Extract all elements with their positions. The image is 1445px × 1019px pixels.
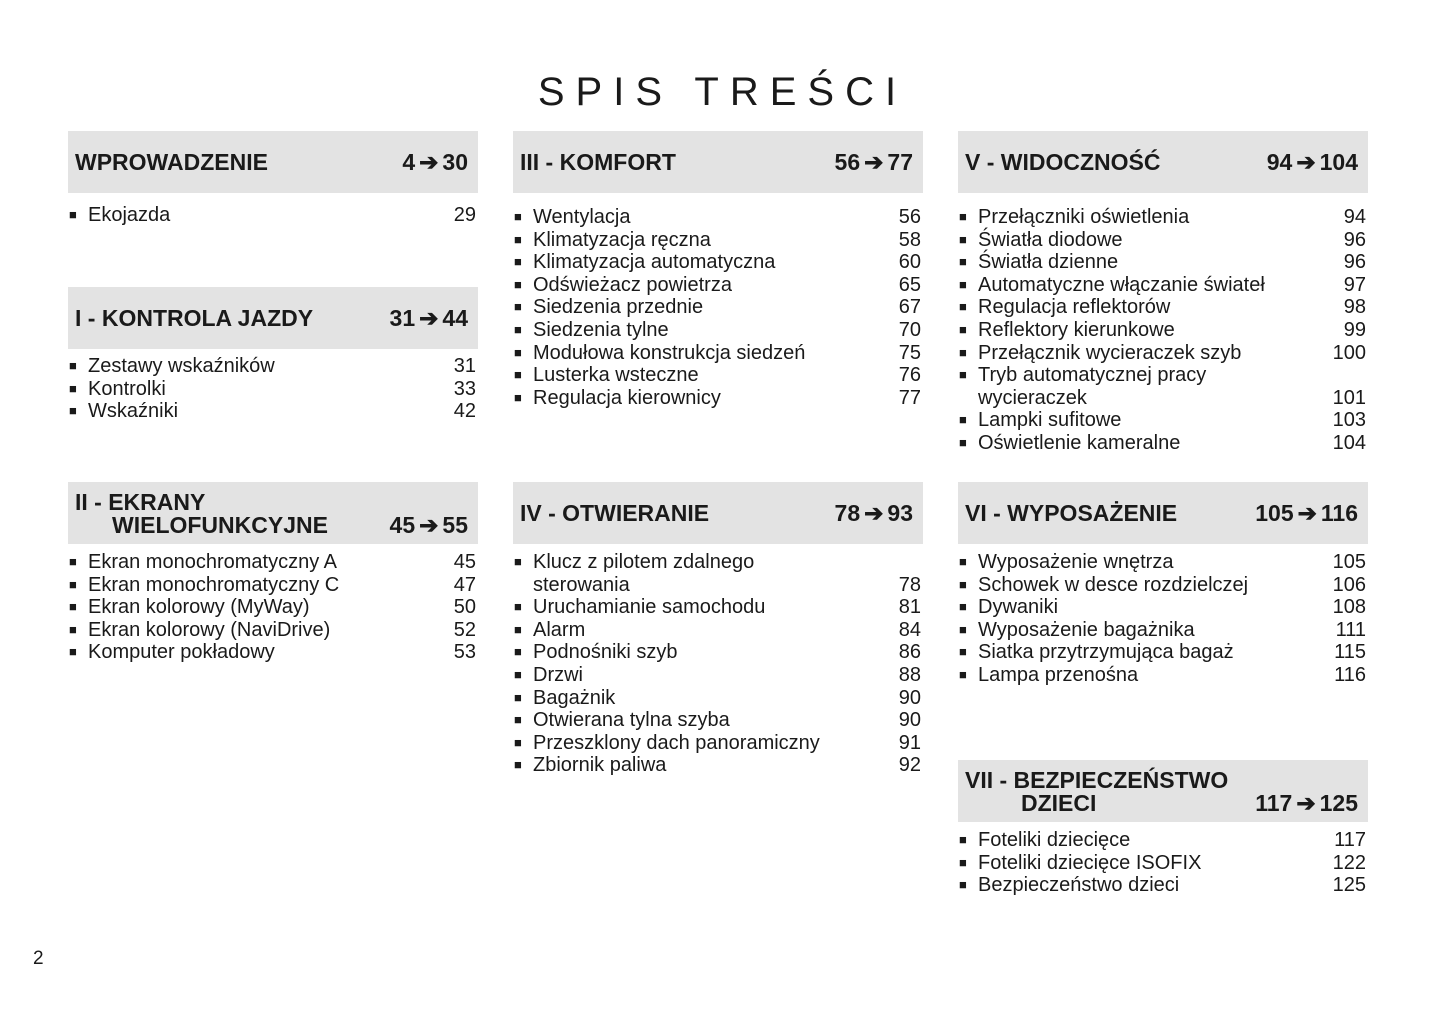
bullet-icon: ■	[69, 599, 77, 615]
list-item[interactable]: ■ Siatka przytrzymująca bagaż 115	[959, 641, 1366, 664]
item-list	[958, 551, 1368, 687]
list-item[interactable]: ■ Kontrolki 33	[69, 377, 476, 400]
bullet-icon: ■	[959, 254, 967, 270]
list-item[interactable]: ■ Regulacja reflektorów 98	[959, 296, 1366, 319]
bullet-icon: ■	[69, 554, 77, 569]
bullet-icon: ■	[959, 854, 967, 870]
page-range: 45 ➔ 55	[389, 512, 468, 538]
bullet-icon: ■	[959, 621, 967, 637]
list-item[interactable]: ■ Światła diodowe 96	[959, 228, 1366, 251]
bullet-icon: ■	[959, 576, 967, 592]
list-item[interactable]: ■ Regulacja kierownicy 77	[514, 386, 921, 409]
list-item[interactable]: ■ Bezpieczeństwo dzieci 125	[959, 874, 1366, 897]
page-range: 31 ➔ 44	[389, 304, 468, 331]
section-name: WPROWADZENIE	[75, 148, 268, 175]
arrow-right-icon: ➔	[864, 499, 884, 526]
bullet-icon: ■	[959, 276, 967, 292]
list-item[interactable]: ■ Siedzenia tylne 70	[514, 318, 921, 341]
bullet-icon: ■	[959, 832, 967, 847]
list-item[interactable]: ■ Bagażnik 90	[514, 686, 921, 709]
list-item[interactable]: ■ Ekran monochromatyczny C 47	[69, 573, 476, 596]
list-item[interactable]: ■ Podnośniki szyb 86	[514, 641, 921, 664]
section-wyposazenie	[958, 482, 1368, 687]
bullet-icon: ■	[514, 734, 522, 750]
list-item[interactable]: ■ Przełączniki oświetlenia 94	[959, 206, 1366, 228]
list-item[interactable]: ■ Wentylacja 56	[514, 206, 921, 228]
bullet-icon: ■	[514, 554, 522, 569]
section-name: II - EKRANY WIELOFUNKCYJNE	[75, 489, 328, 538]
item-list	[958, 829, 1368, 897]
item-list	[68, 551, 478, 664]
bullet-icon: ■	[514, 757, 522, 773]
bullet-icon: ■	[514, 621, 522, 637]
arrow-right-icon: ➔	[419, 148, 439, 175]
bullet-icon: ■	[69, 380, 77, 396]
list-item[interactable]: ■ Klimatyzacja automatyczna 60	[514, 251, 921, 274]
section-bezpieczenstwo-dzieci	[958, 760, 1368, 897]
bullet-icon: ■	[514, 321, 522, 337]
arrow-right-icon: ➔	[1296, 148, 1316, 175]
bullet-icon: ■	[514, 712, 522, 728]
list-item[interactable]: ■ Alarm 84	[514, 618, 921, 641]
list-item[interactable]: ■ Ekran kolorowy (NaviDrive) 52	[69, 618, 476, 641]
item-list	[958, 206, 1368, 455]
bullet-icon: ■	[959, 434, 967, 450]
list-item[interactable]: ■ Dywaniki 108	[959, 596, 1366, 619]
bullet-icon: ■	[514, 254, 522, 270]
section-name: III - KOMFORT	[520, 148, 676, 175]
item-list	[513, 551, 923, 777]
bullet-icon: ■	[514, 689, 522, 705]
bullet-icon: ■	[959, 209, 967, 224]
bullet-icon: ■	[959, 367, 967, 383]
list-item[interactable]: ■ Foteliki dziecięce 117	[959, 829, 1366, 851]
list-item[interactable]: ■ Wyposażenie wnętrza 105	[959, 551, 1366, 573]
bullet-icon: ■	[959, 644, 967, 660]
list-item[interactable]: ■ Ekran monochromatyczny A 45	[69, 551, 476, 573]
list-item[interactable]: ■ Ekojazda 29	[69, 204, 476, 226]
item-list	[68, 204, 478, 227]
list-item[interactable]: ■ Przełącznik wycieraczek szyb 100	[959, 341, 1366, 364]
list-item[interactable]: ■ Lusterka wsteczne 76	[514, 364, 921, 387]
bullet-icon: ■	[514, 231, 522, 247]
section-intro	[68, 131, 478, 227]
list-item[interactable]: ■ Ekran kolorowy (MyWay) 50	[69, 596, 476, 619]
bullet-icon: ■	[514, 367, 522, 383]
section-ekrany	[68, 482, 478, 664]
bullet-icon: ■	[959, 666, 967, 682]
page-number: 2	[33, 948, 44, 969]
list-item[interactable]: ■ Zbiornik paliwa 92	[514, 754, 921, 777]
arrow-right-icon: ➔	[1297, 499, 1317, 526]
list-item[interactable]: ■ Światła dzienne 96	[959, 251, 1366, 274]
bullet-icon: ■	[514, 209, 522, 224]
list-item[interactable]: ■ Schowek w desce rozdzielczej 106	[959, 573, 1366, 596]
list-item[interactable]: ■ Komputer pokładowy 53	[69, 641, 476, 664]
page-range: 78 ➔ 93	[834, 499, 913, 526]
section-kontrola-jazdy	[68, 287, 478, 423]
section-header[interactable]	[958, 760, 1368, 822]
bullet-icon: ■	[514, 666, 522, 682]
section-header[interactable]	[513, 131, 923, 193]
bullet-icon: ■	[514, 389, 522, 405]
bullet-icon: ■	[69, 207, 77, 222]
list-item[interactable]: ■ Modułowa konstrukcja siedzeń 75	[514, 341, 921, 364]
item-list	[513, 206, 923, 409]
list-item[interactable]: ■ Wskaźniki 42	[69, 400, 476, 423]
page-range: 117 ➔ 125	[1255, 790, 1358, 816]
list-item[interactable]: ■ Uruchamianie samochodu 81	[514, 596, 921, 619]
section-komfort	[513, 131, 923, 409]
arrow-right-icon: ➔	[864, 148, 884, 175]
list-item[interactable]: ■ Otwierana tylna szyba 90	[514, 709, 921, 732]
section-name: V - WIDOCZNOŚĆ	[965, 148, 1161, 175]
list-item[interactable]: ■ Drzwi 88	[514, 663, 921, 686]
bullet-icon: ■	[69, 576, 77, 592]
bullet-icon: ■	[959, 412, 967, 428]
bullet-icon: ■	[69, 621, 77, 637]
list-item[interactable]: ■ Klucz z pilotem zdalnego sterowania 78	[514, 551, 921, 596]
bullet-icon: ■	[959, 554, 967, 569]
arrow-right-icon: ➔	[419, 304, 439, 331]
bullet-icon: ■	[514, 599, 522, 615]
list-item[interactable]: ■ Zestawy wskaźników 31	[69, 355, 476, 377]
list-item[interactable]: ■ Tryb automatycznej pracy wycieraczek 101	[959, 364, 1366, 409]
section-header[interactable]	[68, 482, 478, 544]
bullet-icon: ■	[959, 877, 967, 893]
section-name: IV - OTWIERANIE	[520, 499, 710, 526]
list-item[interactable]: ■ Oświetlenie kameralne 104	[959, 431, 1366, 454]
section-header[interactable]	[68, 131, 478, 193]
page-range: 56 ➔ 77	[834, 148, 913, 175]
list-item[interactable]: ■ Automatyczne włączanie świateł 97	[959, 273, 1366, 296]
item-list	[68, 355, 478, 423]
bullet-icon: ■	[514, 344, 522, 360]
page-range: 105 ➔ 116	[1255, 499, 1358, 526]
section-name: I - KONTROLA JAZDY	[75, 304, 314, 331]
list-item[interactable]: ■ Lampa przenośna 116	[959, 663, 1366, 686]
section-otwieranie	[513, 482, 923, 777]
bullet-icon: ■	[514, 299, 522, 315]
bullet-icon: ■	[959, 321, 967, 337]
bullet-icon: ■	[514, 276, 522, 292]
list-item[interactable]: ■ Odświeżacz powietrza 65	[514, 273, 921, 296]
bullet-icon: ■	[69, 358, 77, 373]
section-widocznosc	[958, 131, 1368, 455]
section-header[interactable]	[958, 482, 1368, 544]
bullet-icon: ■	[69, 403, 77, 419]
section-name: VI - WYPOSAŻENIE	[965, 499, 1178, 526]
list-item[interactable]: ■ Foteliki dziecięce ISOFIX 122	[959, 851, 1366, 874]
bullet-icon: ■	[959, 299, 967, 315]
bullet-icon: ■	[69, 644, 77, 660]
section-header[interactable]	[513, 482, 923, 544]
bullet-icon: ■	[959, 231, 967, 247]
section-header[interactable]	[68, 287, 478, 349]
list-item[interactable]: ■ Siedzenia przednie 67	[514, 296, 921, 319]
page-range: 4 ➔ 30	[402, 148, 468, 175]
section-name: VII - BEZPIECZEŃSTWO DZIECI	[965, 767, 1229, 816]
list-item[interactable]: ■ Reflektory kierunkowe 99	[959, 318, 1366, 341]
section-header[interactable]	[958, 131, 1368, 193]
list-item[interactable]: ■ Lampki sufitowe 103	[959, 409, 1366, 432]
bullet-icon: ■	[959, 599, 967, 615]
page-range: 94 ➔ 104	[1266, 148, 1358, 175]
bullet-icon: ■	[514, 644, 522, 660]
arrow-right-icon: ➔	[1296, 790, 1316, 816]
list-item[interactable]: ■ Wyposażenie bagażnika 111	[959, 618, 1366, 641]
list-item[interactable]: ■ Przeszklony dach panoramiczny 91	[514, 731, 921, 754]
arrow-right-icon: ➔	[419, 512, 439, 538]
page-title: SPIS TREŚCI	[537, 70, 908, 114]
bullet-icon: ■	[959, 344, 967, 360]
list-item[interactable]: ■ Klimatyzacja ręczna 58	[514, 228, 921, 251]
